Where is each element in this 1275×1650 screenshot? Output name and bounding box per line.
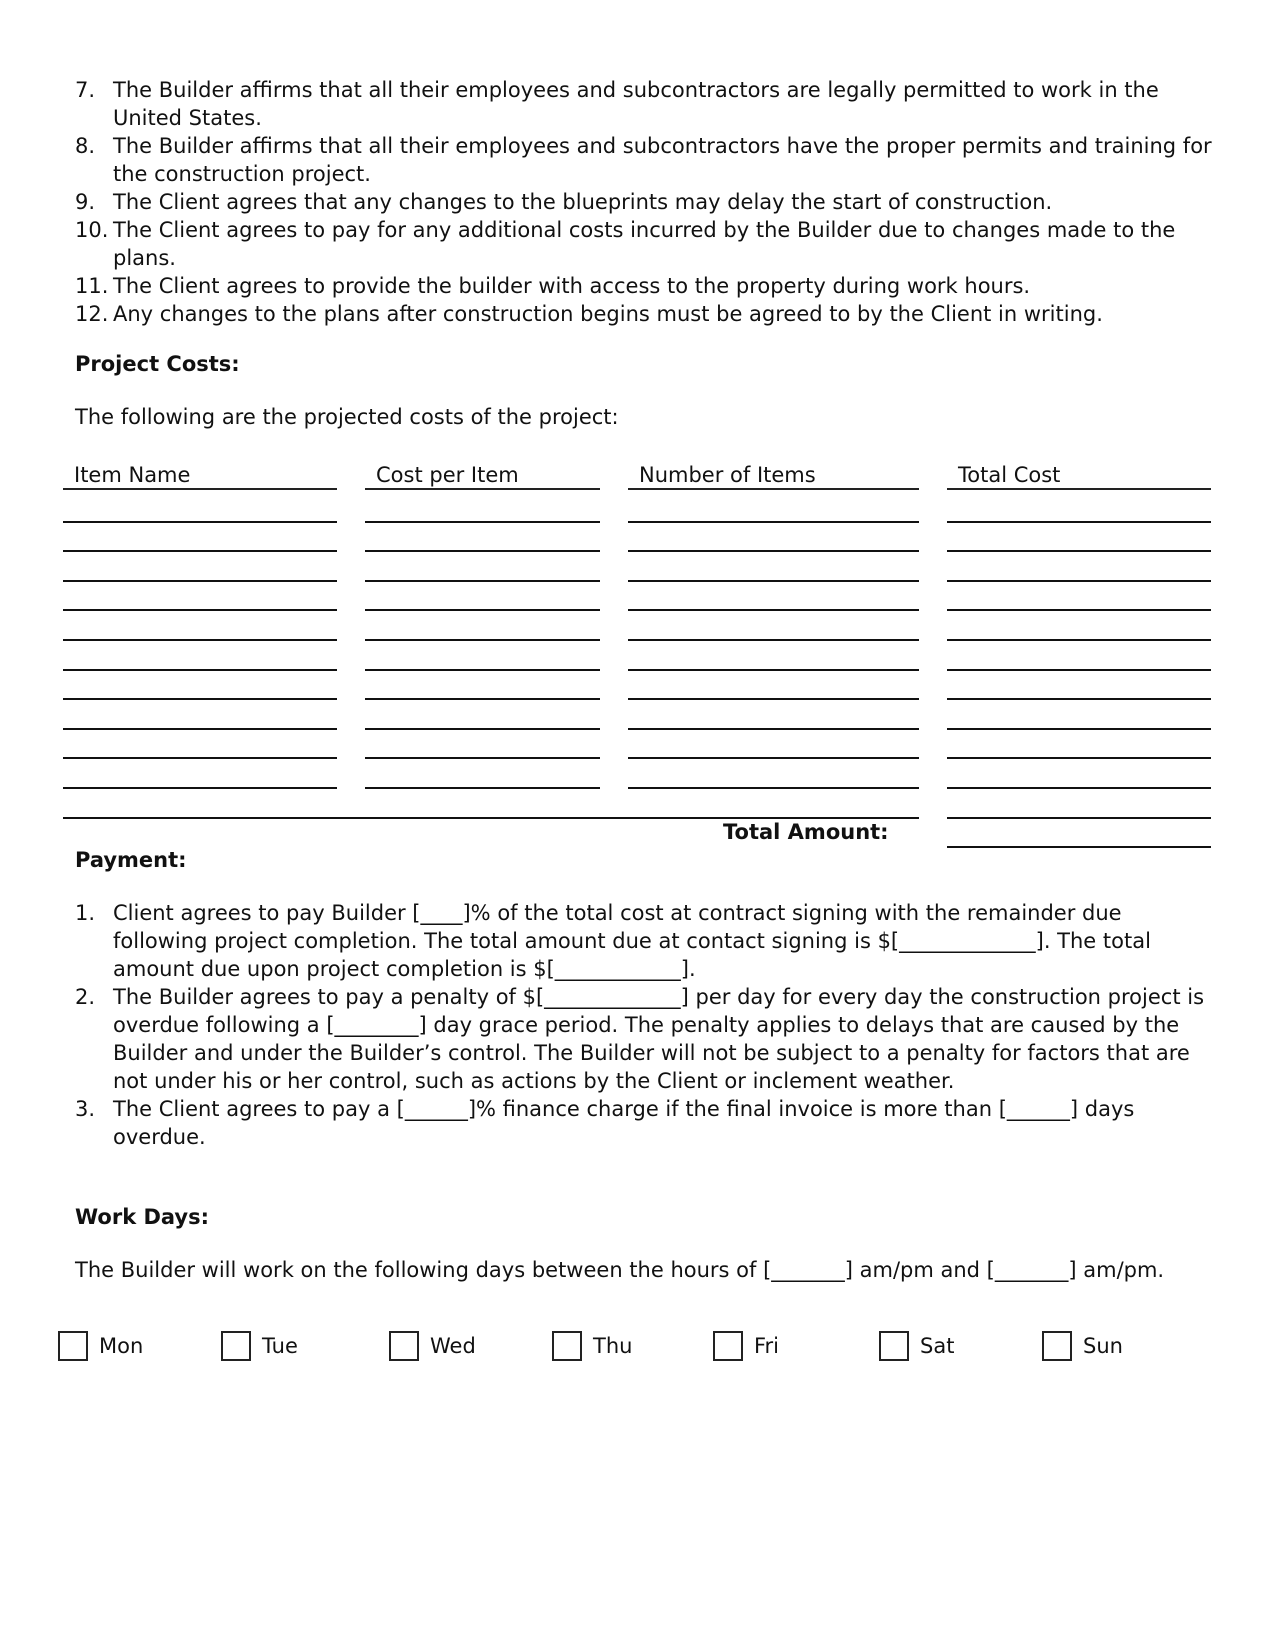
day-checkbox-tue[interactable] <box>221 1330 298 1362</box>
list-item <box>75 983 1220 1095</box>
checkbox-icon[interactable] <box>1042 1331 1072 1361</box>
column-header-number-of-items: Number of Items <box>628 462 919 490</box>
cost-table-field-line[interactable] <box>947 580 1211 582</box>
cost-table-field-line[interactable] <box>63 698 337 700</box>
day-label: Fri <box>754 1334 780 1358</box>
cost-table-field-line[interactable] <box>365 757 600 759</box>
checkbox-icon[interactable] <box>879 1331 909 1361</box>
cost-table-field-line[interactable] <box>628 609 919 611</box>
list-number: 2. <box>75 985 96 1009</box>
cost-table-field-line[interactable] <box>947 728 1211 730</box>
day-checkbox-wed[interactable] <box>389 1330 476 1362</box>
cost-table-field-line[interactable] <box>947 757 1211 759</box>
day-checkbox-sat[interactable] <box>879 1330 954 1362</box>
cost-table-field-line[interactable] <box>947 817 1211 819</box>
payment-heading: Payment: <box>75 848 187 872</box>
total-amount-label: Total Amount: <box>723 820 889 844</box>
cost-table-field-line[interactable] <box>365 521 600 523</box>
cost-table-field-line[interactable] <box>947 669 1211 671</box>
cost-table-field-line[interactable] <box>365 639 600 641</box>
list-text: The Client agrees that any changes to the blueprints may delay the start of construction. <box>113 190 1053 214</box>
list-item <box>75 899 1220 983</box>
cost-table-field-line[interactable] <box>947 609 1211 611</box>
project-costs-heading: Project Costs: <box>75 352 240 376</box>
cost-table-field-line[interactable] <box>365 669 600 671</box>
project-costs-intro: The following are the projected costs of the project: <box>75 405 619 429</box>
cost-table-field-line[interactable] <box>628 669 919 671</box>
payment-list <box>75 899 1220 1151</box>
list-number: 11. <box>75 274 109 298</box>
total-amount-field-line[interactable] <box>947 846 1211 848</box>
cost-table-field-line[interactable] <box>947 698 1211 700</box>
cost-table-field-line[interactable] <box>628 728 919 730</box>
cost-table-field-line[interactable] <box>947 639 1211 641</box>
day-checkbox-thu[interactable] <box>552 1330 632 1362</box>
list-item <box>75 188 1225 216</box>
work-days-heading: Work Days: <box>75 1205 210 1229</box>
cost-table-field-line[interactable] <box>365 787 600 789</box>
cost-table-field-line[interactable] <box>947 787 1211 789</box>
column-header-cost-per-item: Cost per Item <box>365 462 600 490</box>
list-item <box>75 132 1225 188</box>
list-number: 12. <box>75 302 109 326</box>
list-text: The Builder affirms that all their employees and subcontractors are legally permitted to work in the United States. <box>113 78 1159 130</box>
list-text: Any changes to the plans after construction begins must be agreed to by the Client in writing. <box>113 302 1103 326</box>
day-checkbox-sun[interactable] <box>1042 1330 1123 1362</box>
cost-table-field-line[interactable] <box>628 698 919 700</box>
checkbox-icon[interactable] <box>58 1331 88 1361</box>
cost-table-field-line[interactable] <box>947 521 1211 523</box>
list-item <box>75 216 1225 272</box>
cost-table-field-line[interactable] <box>365 609 600 611</box>
list-item <box>75 300 1225 328</box>
cost-table-field-line[interactable] <box>63 550 337 552</box>
list-number: 7. <box>75 78 96 102</box>
list-number: 3. <box>75 1097 96 1121</box>
cost-table-field-line[interactable] <box>63 757 337 759</box>
list-item <box>75 1095 1220 1151</box>
list-text: The Client agrees to pay for any additional costs incurred by the Builder due to changes made to the plans. <box>113 218 1176 270</box>
day-checkbox-fri[interactable] <box>713 1330 779 1362</box>
day-label: Mon <box>99 1334 144 1358</box>
list-text: The Builder agrees to pay a penalty of $[_____________] per day for every day the construction project is overdue following a [________] day grace period. The penalty applies to delays that are caused by the Builder and under the Builder’s control. The Builder will not be subject to a penalty for factors that are not under his or her control, such as actions by the Client or inclement weather. <box>113 985 1205 1093</box>
terms-list <box>75 76 1225 328</box>
cost-table-field-line[interactable] <box>628 550 919 552</box>
cost-table-field-line[interactable] <box>63 580 337 582</box>
cost-table-field-line[interactable] <box>365 580 600 582</box>
list-number: 1. <box>75 901 96 925</box>
list-text: The Builder affirms that all their employees and subcontractors have the proper permits and training for the construction project. <box>113 134 1212 186</box>
cost-table-field-line[interactable] <box>365 728 600 730</box>
day-label: Tue <box>262 1334 298 1358</box>
checkbox-icon[interactable] <box>552 1331 582 1361</box>
cost-table-field-line[interactable] <box>63 728 337 730</box>
cost-table-field-line[interactable] <box>63 609 337 611</box>
list-text: The Client agrees to pay a [______]% finance charge if the final invoice is more than [______] days overdue. <box>113 1097 1135 1149</box>
work-days-text: The Builder will work on the following days between the hours of [_______] am/pm and [_______] am/pm. <box>75 1258 1165 1282</box>
day-checkbox-mon[interactable] <box>58 1330 143 1362</box>
list-text: The Client agrees to provide the builder with access to the property during work hours. <box>113 274 1031 298</box>
cost-table-field-line[interactable] <box>628 757 919 759</box>
day-label: Sat <box>920 1334 955 1358</box>
cost-table-field-line[interactable] <box>628 787 919 789</box>
day-label: Wed <box>430 1334 476 1358</box>
column-header-item-name: Item Name <box>63 462 337 490</box>
day-label: Sun <box>1083 1334 1123 1358</box>
list-number: 8. <box>75 134 96 158</box>
list-item <box>75 272 1225 300</box>
day-label: Thu <box>593 1334 633 1358</box>
cost-table-field-line[interactable] <box>63 521 337 523</box>
column-header-total-cost: Total Cost <box>947 462 1211 490</box>
list-number: 10. <box>75 218 109 242</box>
list-text: Client agrees to pay Builder [____]% of the total cost at contract signing with the remainder due following project completion. The total amount due at contact signing is $[_____________]. The total amount due upon project completion is $[____________]. <box>113 901 1151 981</box>
list-number: 9. <box>75 190 96 214</box>
list-item <box>75 76 1225 132</box>
cost-table-field-line[interactable] <box>63 669 337 671</box>
cost-table-field-line[interactable] <box>947 550 1211 552</box>
cost-table-field-line[interactable] <box>628 580 919 582</box>
work-days-checkboxes <box>58 1330 1258 1370</box>
checkbox-icon[interactable] <box>221 1331 251 1361</box>
cost-table-field-line[interactable] <box>365 550 600 552</box>
cost-table-field-line[interactable] <box>628 639 919 641</box>
cost-table-field-line[interactable] <box>628 521 919 523</box>
cost-table-field-line[interactable] <box>365 698 600 700</box>
checkbox-icon[interactable] <box>713 1331 743 1361</box>
checkbox-icon[interactable] <box>389 1331 419 1361</box>
cost-table-field-line[interactable] <box>63 639 337 641</box>
cost-table-field-line[interactable] <box>63 787 337 789</box>
